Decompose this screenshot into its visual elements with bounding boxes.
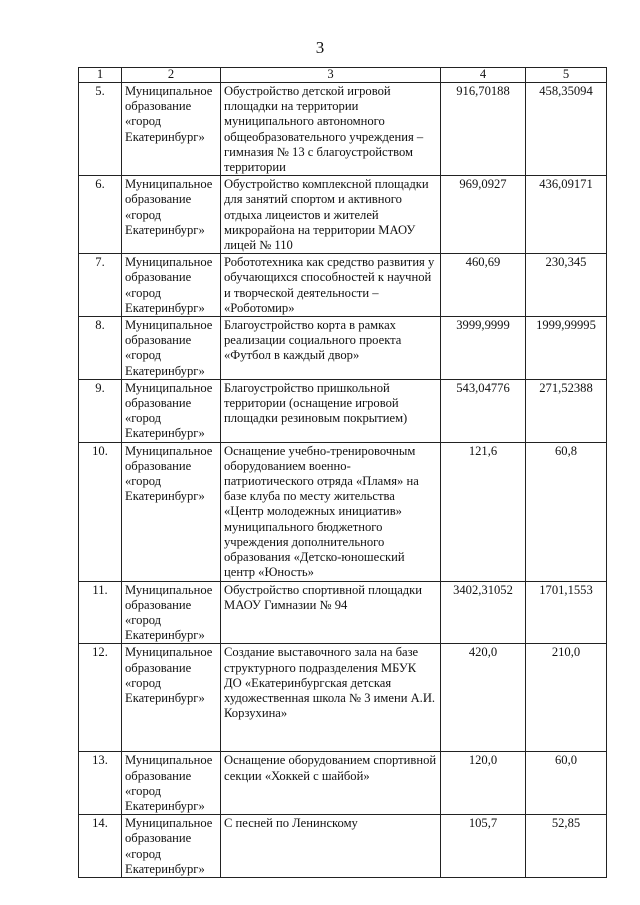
row-number: 5. [79,83,122,176]
table-row [79,176,607,254]
table-row [79,379,607,442]
amount-total-cell: 543,04776 [441,379,526,442]
amount-total-cell: 105,7 [441,815,526,878]
amount-subsidy-cell: 60,8 [526,442,607,581]
description-cell: Обустройство спортивной площадки МАОУ Гимназии № 94 [221,581,441,644]
row-number: 13. [79,752,122,815]
table-row [79,317,607,380]
row-number: 14. [79,815,122,878]
amount-total-cell: 121,6 [441,442,526,581]
row-number: 8. [79,317,122,380]
amount-total-cell: 460,69 [441,254,526,317]
description-cell: Оснащение оборудованием спортивной секции «Хоккей с шайбой» [221,752,441,815]
table-body [79,83,607,878]
description-cell: С песней по Ленинскому [221,815,441,878]
recipient-cell: Муниципальное образование «город Екатеринбург» [122,644,221,752]
amount-total-cell: 969,0927 [441,176,526,254]
recipient-cell: Муниципальное образование «город Екатеринбург» [122,442,221,581]
column-header-1: 1 [79,68,122,83]
table-row [79,752,607,815]
column-header-4: 4 [441,68,526,83]
column-header-3: 3 [221,68,441,83]
amount-subsidy-cell: 52,85 [526,815,607,878]
description-cell: Благоустройство пришкольной территории (оснащение игровой площадки резиновым покрытием) [221,379,441,442]
table-row [79,442,607,581]
description-cell: Обустройство детской игровой площадки на территории муниципального автономного общеобразовательного учреждения – гимназия № 13 с благоустройством территории [221,83,441,176]
description-cell: Робототехника как средство развития у обучающихся способностей к научной и творческой деятельности – «Роботомир» [221,254,441,317]
table-row [79,581,607,644]
column-header-2: 2 [122,68,221,83]
amount-subsidy-cell: 210,0 [526,644,607,752]
description-cell: Благоустройство корта в рамках реализации социального проекта «Футбол в каждый двор» [221,317,441,380]
description-cell: Создание выставочного зала на базе структурного подразделения МБУК ДО «Екатеринбургская детская художественная школа № 3 имени А.И. Корзухина» [221,644,441,752]
recipient-cell: Муниципальное образование «город Екатеринбург» [122,317,221,380]
recipient-cell: Муниципальное образование «город Екатеринбург» [122,83,221,176]
amount-total-cell: 916,70188 [441,83,526,176]
amount-subsidy-cell: 1701,1553 [526,581,607,644]
recipient-cell: Муниципальное образование «город Екатеринбург» [122,581,221,644]
amount-total-cell: 120,0 [441,752,526,815]
table-row [79,815,607,878]
recipient-cell: Муниципальное образование «город Екатеринбург» [122,176,221,254]
recipient-cell: Муниципальное образование «город Екатеринбург» [122,254,221,317]
description-cell: Обустройство комплексной площадки для занятий спортом и активного отдыха лицеистов и жителей микрорайона на территории МАОУ лицей № 110 [221,176,441,254]
amount-total-cell: 3999,9999 [441,317,526,380]
row-number: 6. [79,176,122,254]
amount-subsidy-cell: 458,35094 [526,83,607,176]
row-number: 11. [79,581,122,644]
amount-subsidy-cell: 1999,99995 [526,317,607,380]
amount-subsidy-cell: 436,09171 [526,176,607,254]
amount-subsidy-cell: 271,52388 [526,379,607,442]
amount-subsidy-cell: 230,345 [526,254,607,317]
recipient-cell: Муниципальное образование «город Екатеринбург» [122,379,221,442]
table-row [79,644,607,752]
row-number: 10. [79,442,122,581]
row-number: 9. [79,379,122,442]
table-row [79,254,607,317]
funding-table [78,67,607,878]
recipient-cell: Муниципальное образование «город Екатеринбург» [122,752,221,815]
amount-total-cell: 420,0 [441,644,526,752]
amount-total-cell: 3402,31052 [441,581,526,644]
header-row [79,68,607,83]
row-number: 12. [79,644,122,752]
column-header-5: 5 [526,68,607,83]
recipient-cell: Муниципальное образование «город Екатеринбург» [122,815,221,878]
description-cell: Оснащение учебно-тренировочным оборудованием военно-патриотического отряда «Пламя» на базе клуба по месту жительства «Центр молодежных инициатив» муниципального бюджетного учреждения дополнительного образования «Детско-юношеский центр «Юность» [221,442,441,581]
row-number: 7. [79,254,122,317]
amount-subsidy-cell: 60,0 [526,752,607,815]
page-number: 3 [315,38,325,57]
table-row [79,83,607,176]
